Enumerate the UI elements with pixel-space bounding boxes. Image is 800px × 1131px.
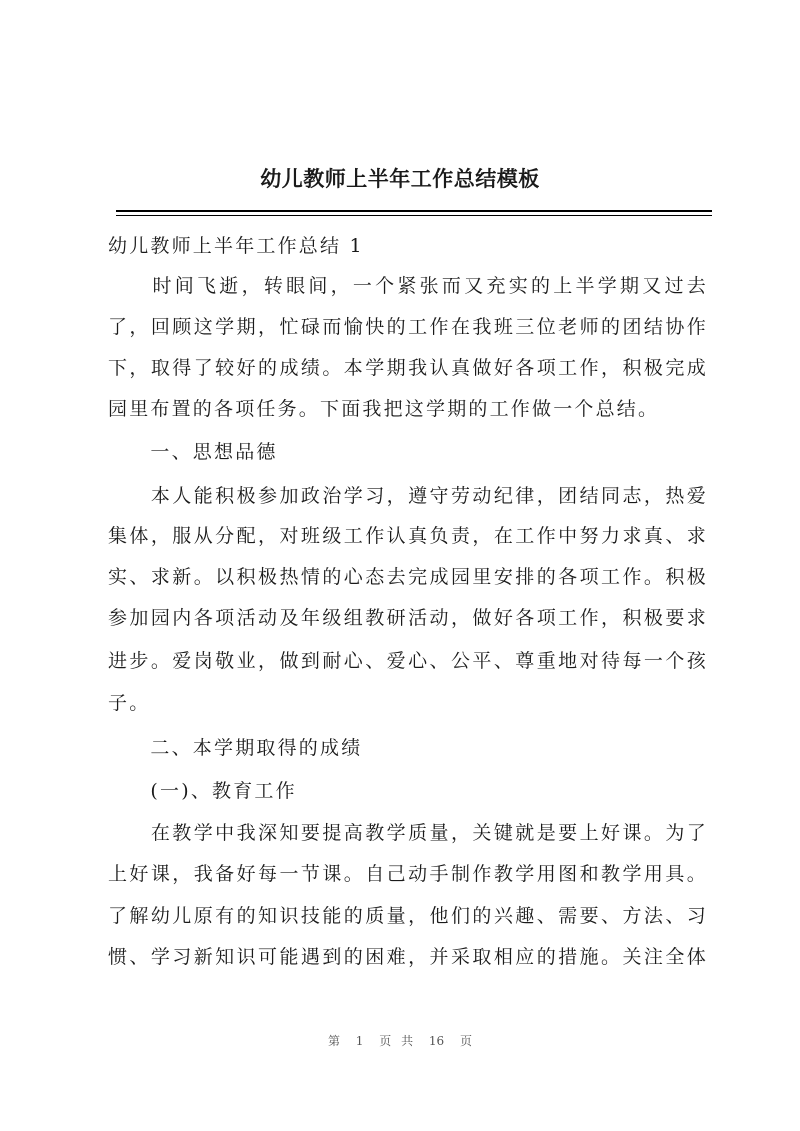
footer-suffix: 页 [460,1034,473,1048]
title-rule-thin [116,215,712,216]
body-line: 进步。爱岗敬业，做到耐心、爱心、公平、尊重地对待每一个孩 [108,650,708,672]
footer-page-number: 1 [355,1034,364,1048]
body-line: 时间飞逝，转眼间，一个紧张而又充实的上半学期又过去 [108,275,708,297]
footer-total-pages: 16 [428,1034,445,1048]
body-line: 实、求新。以积极热情的心态去完成园里安排的各项工作。积极 [108,566,708,588]
body-line: 了，回顾这学期，忙碌而愉快的工作在我班三位老师的团结协作 [108,316,708,338]
body-line: 在教学中我深知要提高教学质量，关键就是要上好课。为了 [108,822,708,844]
body-line: 本人能积极参加政治学习，遵守劳动纪律，团结同志，热爱 [108,485,708,507]
footer-prefix: 第 [327,1034,340,1048]
body-line: 集体，服从分配，对班级工作认真负责，在工作中努力求真、求 [108,525,708,547]
subheading: 一、思想品德 [108,441,278,463]
page-title: 幼儿教师上半年工作总结模板 [260,166,540,191]
body-line: 子。 [108,692,151,714]
body-line: 下，取得了较好的成绩。本学期我认真做好各项工作，积极完成 [108,357,708,379]
section-heading: 幼儿教师上半年工作总结 1 [108,235,364,257]
footer-middle: 页 共 [379,1034,414,1048]
subheading: (一)、教育工作 [108,780,297,802]
body-line: 园里布置的各项任务。下面我把这学期的工作做一个总结。 [108,398,660,420]
page-footer [0,1032,800,1049]
body-line: 上好课，我备好每一节课。自己动手制作教学用图和教学用具。 [108,863,708,885]
body-line: 参加园内各项活动及年级组教研活动，做好各项工作，积极要求 [108,607,708,629]
body-line: 了解幼儿原有的知识技能的质量，他们的兴趣、需要、方法、习 [108,905,708,927]
subheading: 二、本学期取得的成绩 [108,737,363,759]
body-line: 惯、学习新知识可能遇到的困难，并采取相应的措施。关注全体 [108,946,708,968]
title-rule-thick [116,210,712,212]
